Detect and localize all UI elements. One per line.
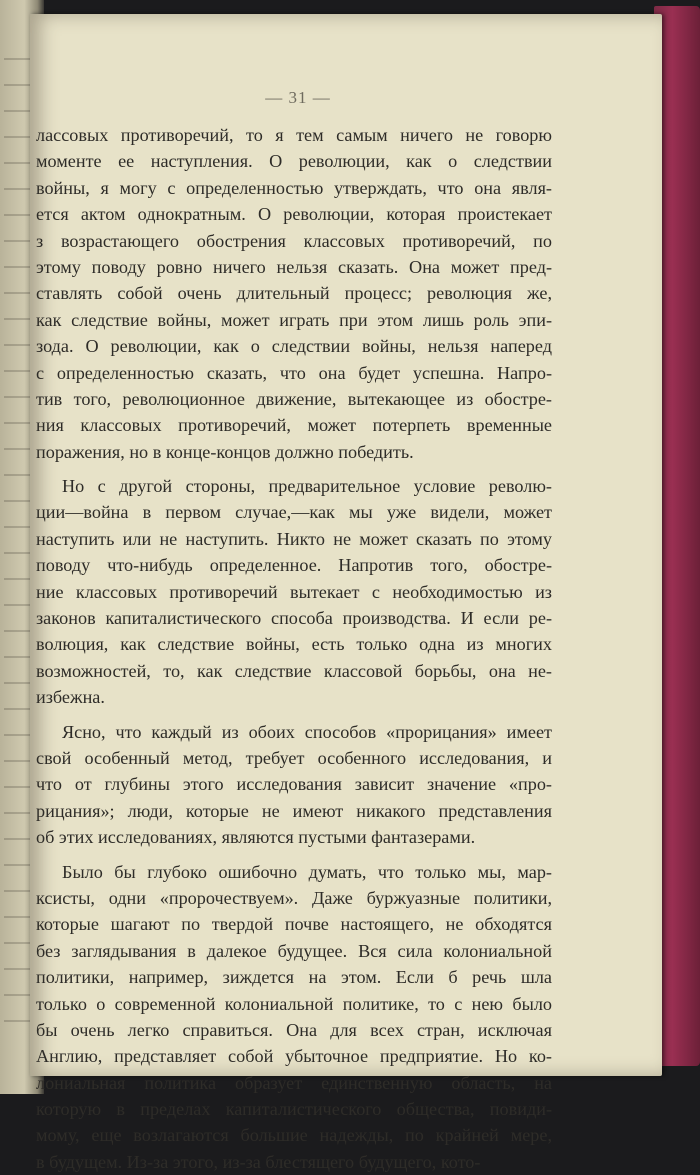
text-line: которые шагают по твердой почве настоящего, не обходятся [36, 914, 552, 935]
text-line: Ясно, что каждый из обоих способов «прорицания» имеет [62, 721, 552, 742]
text-line: Было бы глубоко ошибочно думать, что только мы, мар- [62, 861, 552, 882]
paragraph [36, 859, 552, 1175]
text-line: ния классовых противоречий, может потерпеть временные [36, 415, 552, 436]
paragraph-gap [36, 711, 552, 719]
paragraph [36, 473, 552, 711]
text-line: политики, например, зиждется на этом. Если б речь шла [36, 967, 552, 988]
paragraph-gap [36, 465, 552, 473]
text-line: избежна. [36, 687, 105, 708]
text-line: ние классовых противоречий вытекает с необходимостью из [36, 581, 552, 602]
text-line: волюция, как следствие войны, есть только одна из многих [36, 634, 552, 655]
page-text [36, 122, 552, 1175]
paragraph [36, 719, 552, 851]
text-line: которую в пределах капиталистического общества, повиди- [36, 1099, 552, 1120]
text-line: что от глубины этого исследования зависит значение «про- [36, 774, 552, 795]
paragraph [36, 122, 552, 465]
text-line: ции—война в первом случае,—как мы уже видели, может [36, 502, 552, 523]
book-page [30, 14, 662, 1172]
text-line: в будущем. Из-за этого, из-за блестящего будущего, кото- [36, 1151, 481, 1172]
text-line: об этих исследованиях, являются пустыми фантазерами. [36, 827, 476, 848]
text-line: поводу что-нибудь определенное. Напротив того, обостре- [36, 555, 552, 576]
text-line: тив того, революционное движение, вытекающее из обостре- [36, 388, 552, 409]
text-line: мому, еще возлагаются большие надежды, по крайней мере, [36, 1125, 552, 1146]
text-line: ставлять собой очень длительный процесс; революция же, [36, 283, 552, 304]
text-line: лониальная политика образует единственную область, на [36, 1072, 552, 1093]
text-line: лассовых противоречий, то я тем самым ничего не говорю [36, 125, 552, 145]
text-line: только о современной колониальной политике, то с нею было [36, 993, 552, 1014]
text-line: без заглядывания в далекое будущее. Вся сила колониальной [36, 940, 552, 961]
text-line: этому поводу ровно ничего нельзя сказать. Она может пред- [36, 256, 552, 277]
text-line: свой особенный метод, требует особенного исследования, и [36, 747, 552, 768]
text-line: моменте ее наступления. О революции, как о следствии [36, 151, 552, 172]
paragraph-gap [36, 851, 552, 859]
text-line: поражения, но в конце-концов должно победить. [36, 441, 414, 462]
text-line: ется актом однократным. О революции, которая проистекает [36, 204, 552, 225]
text-line: законов капиталистического способа производства. И если ре- [36, 608, 552, 629]
page-number: — 31 — [265, 88, 331, 107]
text-line: рицания»; люди, которые не имеют никакого представления [36, 800, 552, 821]
text-line: войны, я могу с определенностью утверждать, что она явля- [36, 177, 552, 198]
text-line: Но с другой стороны, предварительное условие револю- [62, 476, 552, 497]
text-line: возможностей, то, как следствие классовой борьбы, она не- [36, 660, 552, 681]
text-line: бы очень легко справиться. Она для всех стран, исключая [36, 1019, 552, 1040]
text-line: как следствие войны, может играть при этом лишь роль эпи- [36, 309, 552, 330]
text-line: з возрастающего обострения классовых противоречий, по [36, 230, 552, 251]
text-line: наступить или не наступить. Никто не может сказать по этому [36, 528, 552, 549]
text-line: зода. О революции, как о следствии войны, нельзя наперед [36, 336, 552, 357]
text-line: с определенностью сказать, что она будет успешна. Напро- [36, 362, 552, 383]
text-line: ксисты, одни «пророчествуем». Даже буржуазные политики, [36, 887, 552, 908]
text-line: Англию, представляет собой убыточное предприятие. Но ко- [36, 1046, 552, 1067]
